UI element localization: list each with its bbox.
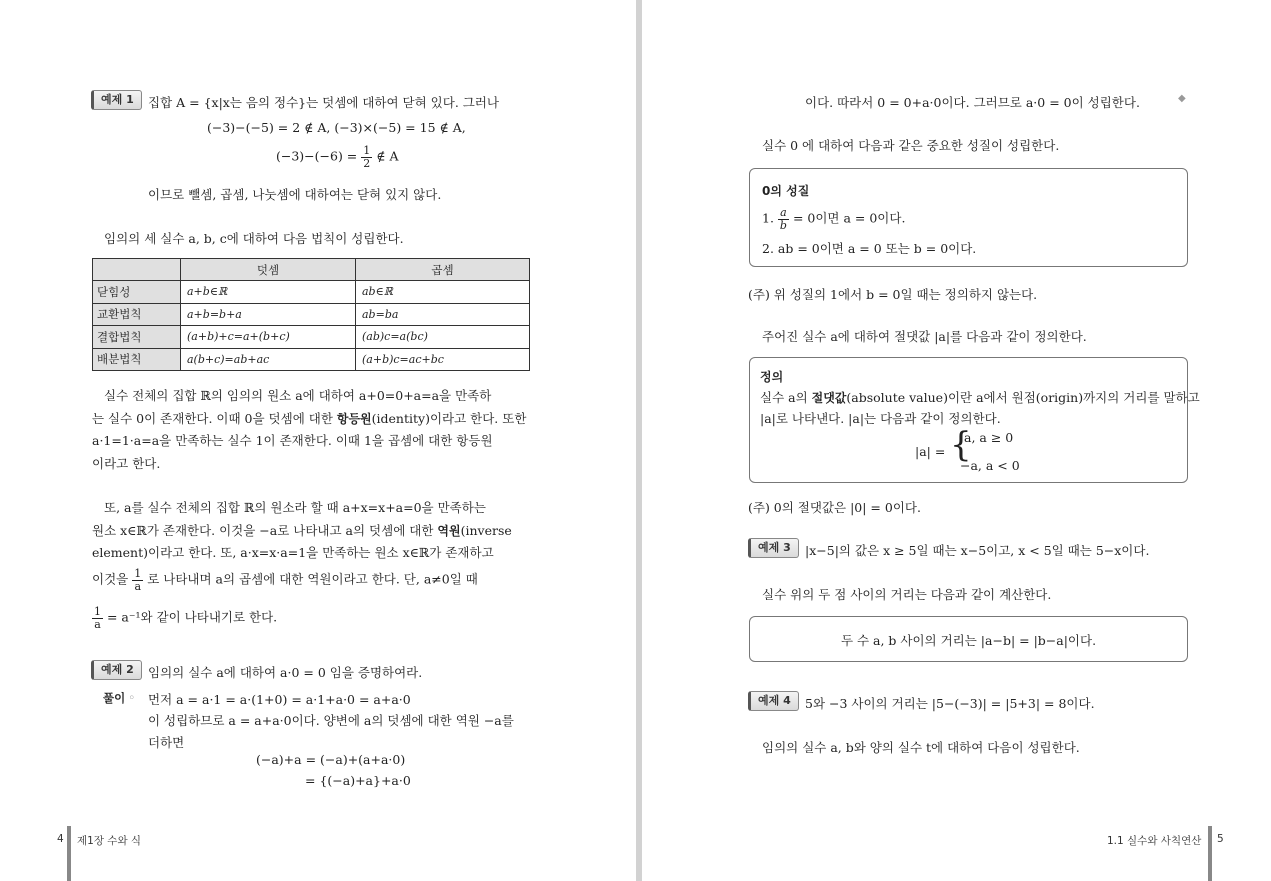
definition-line-2: |a|로 나타낸다. |a|는 다음과 같이 정의한다. bbox=[760, 411, 1001, 426]
solution-line-2: 이 성립하므로 a = a+a·0이다. 양변에 a의 덧셈에 대한 역원 −a를 bbox=[148, 713, 514, 728]
para-line: 는 실수 0이 존재한다. 이때 0을 덧셈에 대한 항등원(identity)이라고 한다. 또한 bbox=[92, 410, 527, 426]
solution-label: 풀이 bbox=[103, 691, 126, 705]
para-line: 이라고 한다. bbox=[92, 455, 161, 471]
term-inverse: 역원 bbox=[437, 523, 461, 538]
right-page bbox=[642, 0, 1271, 881]
distance-formula: 두 수 a, b 사이의 거리는 |a−b| = |b−a|이다. bbox=[840, 633, 1097, 648]
distance-box bbox=[749, 616, 1188, 662]
box-title: 정의 bbox=[760, 370, 784, 384]
field-laws-table bbox=[92, 258, 530, 371]
table-row bbox=[93, 326, 530, 349]
term-absolute-value: 절댓값 bbox=[811, 391, 847, 405]
piecewise-case-2: −a, a < 0 bbox=[960, 458, 1020, 473]
eq2-right: ∉ A bbox=[376, 148, 399, 164]
page-number-left: 4 bbox=[57, 833, 64, 845]
example-3-badge: 예제 3 bbox=[748, 538, 799, 558]
row-label: 닫힘성 bbox=[93, 281, 181, 304]
final-intro: 임의의 실수 a, b와 양의 실수 t에 대하여 다음이 성립한다. bbox=[762, 740, 1080, 755]
para-line: 또, a를 실수 전체의 집합 ℝ의 원소라 할 때 a+x=x+a=0을 만족하는 bbox=[104, 500, 486, 515]
eq2-left: (−3)−(−6) = bbox=[276, 148, 358, 164]
footer-bar-right bbox=[1208, 826, 1212, 881]
table-header-empty bbox=[93, 259, 181, 281]
footer-bar-left bbox=[67, 826, 71, 881]
identity-paragraph bbox=[92, 385, 532, 475]
para-line: 실수 전체의 집합 ℝ의 임의의 원소 a에 대하여 a+0=0+a=a을 만족하 bbox=[104, 388, 492, 403]
row-label: 결합법칙 bbox=[93, 326, 181, 349]
example-1-equation-1: (−3)−(−5) = 2 ∉ A, (−3)×(−5) = 15 ∉ A, bbox=[207, 120, 466, 135]
solution-line-5: = {(−a)+a}+a·0 bbox=[305, 773, 411, 788]
fraction-one-half: $\frac{1}{2}$ bbox=[363, 144, 371, 170]
solution-line-4: (−a)+a = (−a)+(a+a·0) bbox=[256, 752, 406, 767]
solution-line-1: 먼저 a = a·1 = a·(1+0) = a·1+a·0 = a+a·0 bbox=[148, 692, 411, 707]
page-number-right: 5 bbox=[1217, 833, 1224, 845]
table-header-multiplication: 곱셈 bbox=[356, 259, 530, 281]
example-2-badge: 예제 2 bbox=[91, 660, 142, 680]
row-label: 배분법칙 bbox=[93, 348, 181, 371]
table-cell: a+b=b+a bbox=[181, 303, 356, 326]
example-1-conclusion: 이므로 뺄셈, 곱셈, 나눗셈에 대하여는 닫혀 있지 않다. bbox=[148, 187, 442, 202]
example-2-problem: 임의의 실수 a에 대하여 a·0 = 0 임을 증명하여라. bbox=[148, 665, 423, 680]
table-row bbox=[93, 348, 530, 371]
definition-line-1: 실수 a의 절댓값(absolute value)이란 a에서 원점(origin)까지의 거리를 말하고 bbox=[760, 390, 1200, 405]
example-1-badge: 예제 1 bbox=[91, 90, 142, 110]
section-title: 1.1 실수와 사칙연산 bbox=[1107, 835, 1202, 847]
zero-property-1: 1. $\frac{a}{b}$ = 0이면 a = 0이다. bbox=[762, 206, 906, 232]
table-cell: a(b+c)=ab+ac bbox=[181, 348, 356, 371]
fraction-a-over-b: $\frac{a}{b}$ bbox=[779, 206, 787, 232]
inverse-line-5: $\frac{1}{a}$ = a⁻¹와 같이 나타내기로 한다. bbox=[94, 605, 278, 631]
table-row bbox=[93, 303, 530, 326]
example-3-text: |x−5|의 값은 x ≥ 5일 때는 x−5이고, x < 5일 때는 5−x이다. bbox=[805, 543, 1150, 558]
definition-box bbox=[749, 357, 1200, 483]
inverse-paragraph bbox=[92, 497, 532, 565]
zero-properties-intro: 실수 0 에 대하여 다음과 같은 중요한 성질이 성립한다. bbox=[762, 138, 1060, 153]
absolute-value-intro: 주어진 실수 a에 대하여 절댓값 |a|를 다음과 같이 정의한다. bbox=[762, 329, 1087, 344]
box-title: 0의 성질 bbox=[762, 184, 810, 198]
table-cell: ab=ba bbox=[356, 303, 530, 326]
zero-properties-box bbox=[749, 168, 1188, 267]
proof-continuation: 이다. 따라서 0 = 0+a·0이다. 그러므로 a·0 = 0이 성립한다. bbox=[805, 95, 1140, 110]
example-4-badge: 예제 4 bbox=[748, 691, 799, 711]
distance-intro: 실수 위의 두 점 사이의 거리는 다음과 같이 계산한다. bbox=[762, 587, 1052, 602]
example-4-text: 5와 −3 사이의 거리는 |5−(−3)| = |5+3| = 8이다. bbox=[805, 696, 1095, 711]
table-cell: (ab)c=a(bc) bbox=[356, 326, 530, 349]
note-1: (주) 위 성질의 1에서 b = 0일 때는 정의하지 않는다. bbox=[748, 287, 1038, 302]
para-line: 원소 x∈ℝ가 존재한다. 이것을 −a로 나타내고 a의 덧셈에 대한 역원(inverse bbox=[92, 522, 512, 538]
solution-bullet-icon: ◦ bbox=[128, 690, 136, 705]
table-cell: (a+b)c=ac+bc bbox=[356, 348, 530, 371]
qed-diamond-icon: ◆ bbox=[1178, 93, 1186, 104]
zero-property-2: 2. ab = 0이면 a = 0 또는 b = 0이다. bbox=[762, 241, 977, 256]
para-line: element)이라고 한다. 또, a·x=x·a=1을 만족하는 원소 x∈ℝ가 존재하고 bbox=[92, 545, 494, 560]
note-2: (주) 0의 절댓값은 |0| = 0이다. bbox=[748, 500, 921, 515]
para-line: a·1=1·a=a을 만족하는 실수 1이 존재한다. 이때 1을 곱셈에 대한 항등원 bbox=[92, 433, 493, 448]
laws-intro: 임의의 세 실수 a, b, c에 대하여 다음 법칙이 성립한다. bbox=[104, 231, 404, 246]
piecewise-brace: { bbox=[950, 425, 972, 465]
fraction-one-over-a: $\frac{1}{a}$ bbox=[134, 567, 142, 593]
example-1-equation-2 bbox=[276, 145, 399, 169]
term-identity: 항등원 bbox=[336, 411, 372, 426]
table-header-addition: 덧셈 bbox=[181, 259, 356, 281]
table-row bbox=[93, 281, 530, 304]
inverse-line-4: 이것을 $\frac{1}{a}$ 로 나타내며 a의 곱셈에 대한 역원이라고 한다. 단, a≠0일 때 bbox=[92, 567, 478, 593]
solution-line-3: 더하면 bbox=[148, 735, 185, 750]
piecewise-case-1: a, a ≥ 0 bbox=[964, 430, 1014, 445]
piecewise-lhs: |a| = bbox=[915, 444, 946, 459]
table-cell: a+b∈ℝ bbox=[181, 281, 356, 304]
table-header-row bbox=[93, 259, 530, 281]
table-cell: (a+b)+c=a+(b+c) bbox=[181, 326, 356, 349]
chapter-title: 제1장 수와 식 bbox=[77, 835, 142, 847]
fraction-one-over-a-2: $\frac{1}{a}$ bbox=[94, 605, 101, 631]
example-1-statement: 집합 A = {x|x는 음의 정수}는 덧셈에 대하여 닫혀 있다. 그러나 bbox=[148, 95, 500, 110]
table-cell: ab∈ℝ bbox=[356, 281, 530, 304]
row-label: 교환법칙 bbox=[93, 303, 181, 326]
